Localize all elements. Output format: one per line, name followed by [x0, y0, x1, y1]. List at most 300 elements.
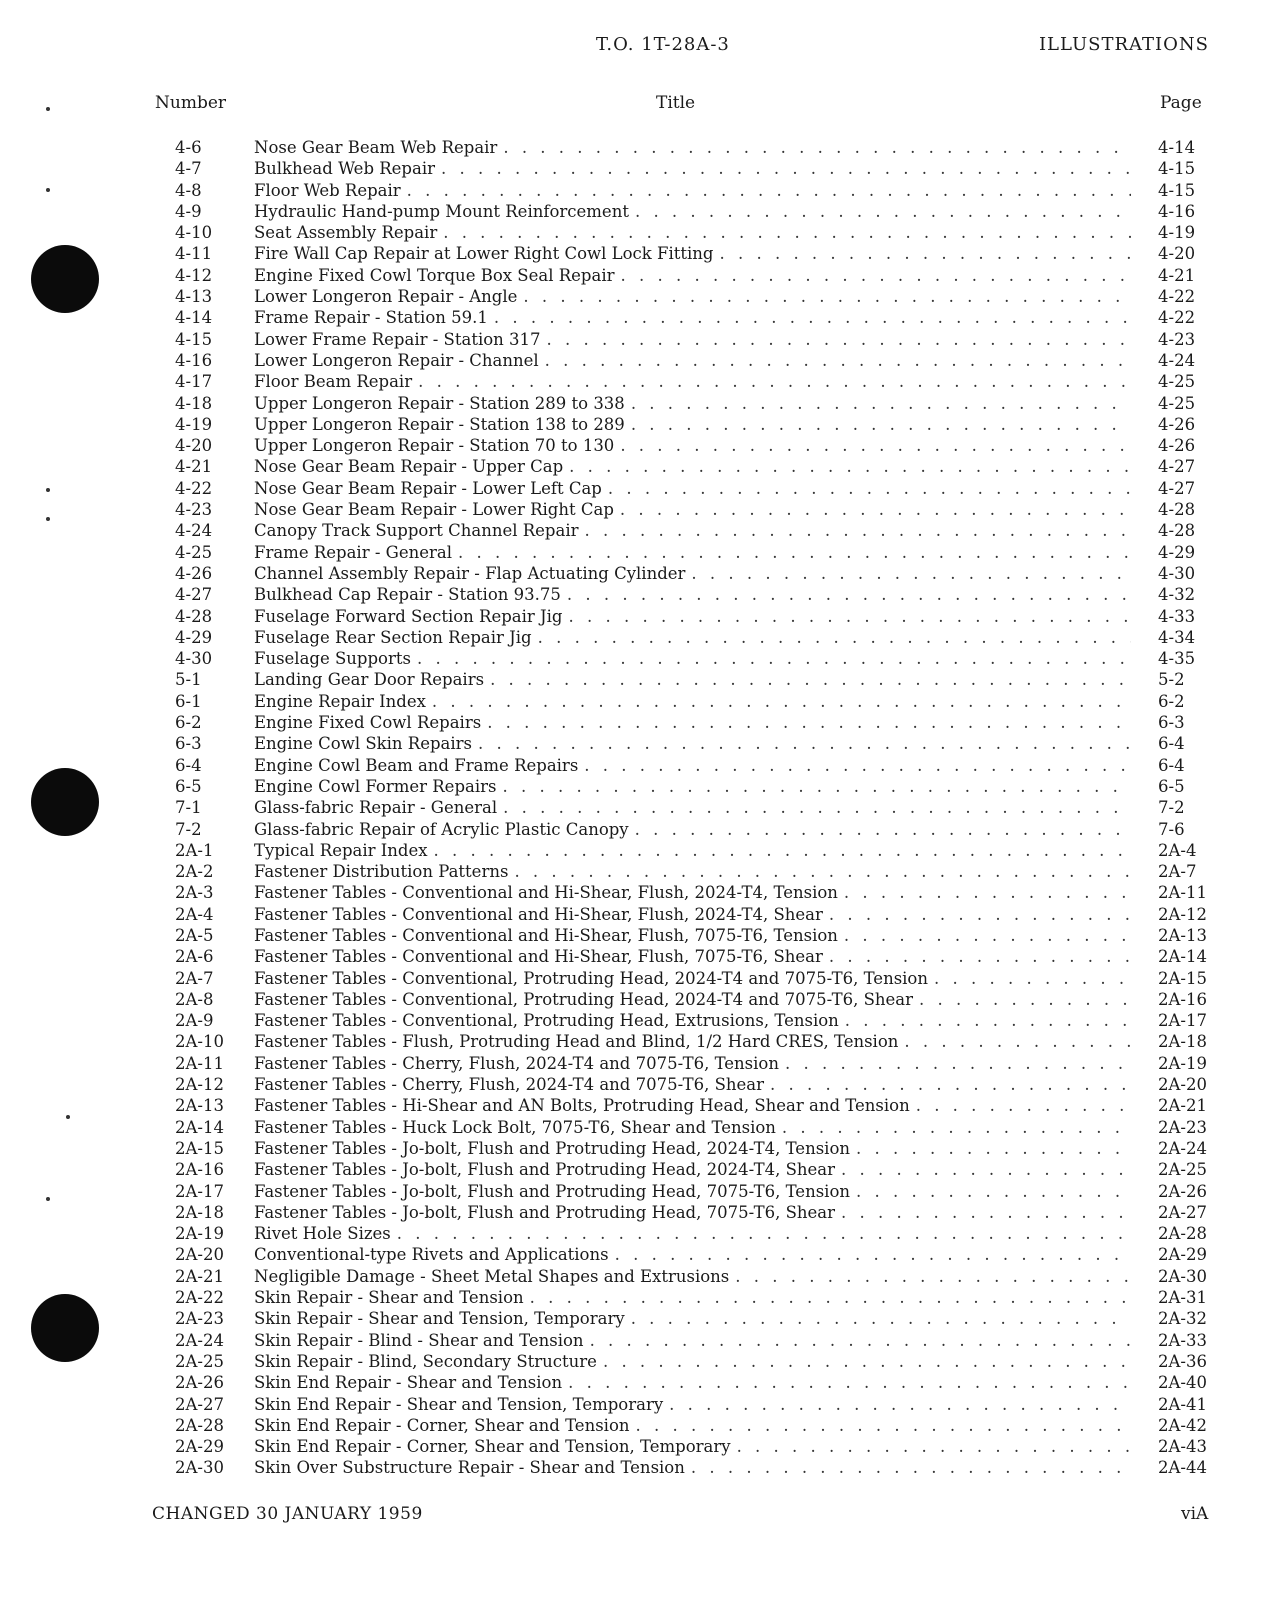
figure-number: 4-23 — [175, 500, 213, 520]
figure-number: 2A-26 — [175, 1373, 224, 1393]
figure-number: 2A-23 — [175, 1309, 224, 1329]
title-cell — [254, 819, 1131, 840]
list-item — [0, 371, 1263, 392]
figure-page: 4-23 — [1158, 329, 1196, 349]
list-item — [0, 307, 1263, 328]
dot-leader — [538, 627, 1131, 648]
figure-page: 4-32 — [1158, 585, 1196, 605]
figure-number: 7-2 — [175, 819, 202, 839]
dot-leader — [502, 776, 1131, 797]
figure-number: 2A-7 — [175, 968, 214, 988]
title-cell — [254, 1351, 1131, 1372]
title-cell — [254, 1415, 1131, 1436]
figure-number: 4-25 — [175, 542, 213, 562]
figure-page: 4-25 — [1158, 372, 1196, 392]
figure-page: 2A-24 — [1158, 1138, 1207, 1158]
title-cell — [254, 840, 1131, 861]
figure-number: 2A-18 — [175, 1202, 224, 1222]
title-cell — [254, 456, 1131, 477]
figure-page: 2A-20 — [1158, 1075, 1207, 1095]
figure-number: 2A-30 — [175, 1458, 224, 1478]
figure-page: 4-33 — [1158, 606, 1196, 626]
list-item — [0, 755, 1263, 776]
title-cell — [254, 882, 1131, 903]
title-cell — [254, 904, 1131, 925]
dot-leader — [434, 840, 1131, 861]
figure-number: 4-7 — [175, 159, 202, 179]
list-item — [0, 243, 1263, 264]
title-cell — [254, 1074, 1131, 1095]
list-item — [0, 776, 1263, 797]
figure-page: 4-22 — [1158, 308, 1196, 328]
figure-title: Skin Repair - Shear and Tension, Temporary — [254, 1309, 625, 1329]
figure-title: Rivet Hole Sizes — [254, 1224, 391, 1244]
figure-title: Fastener Tables - Cherry, Flush, 2024-T4 and 7075-T6, Tension — [254, 1053, 779, 1073]
title-cell — [254, 329, 1131, 350]
list-item — [0, 691, 1263, 712]
title-cell — [254, 201, 1131, 222]
figure-number: 2A-17 — [175, 1181, 224, 1201]
dot-leader — [490, 669, 1131, 690]
figure-page: 5-2 — [1158, 670, 1185, 690]
list-item — [0, 819, 1263, 840]
figure-title: Fuselage Forward Section Repair Jig — [254, 606, 563, 626]
figure-number: 6-5 — [175, 776, 202, 796]
dot-leader — [919, 989, 1131, 1010]
dot-leader — [631, 1308, 1131, 1329]
figure-page: 2A-41 — [1158, 1394, 1207, 1414]
figure-number: 2A-24 — [175, 1330, 224, 1350]
list-item — [0, 946, 1263, 967]
dot-leader — [691, 563, 1131, 584]
figure-number: 2A-29 — [175, 1437, 224, 1457]
figure-title: Engine Cowl Skin Repairs — [254, 734, 473, 754]
dot-leader — [523, 286, 1131, 307]
figure-title: Skin Repair - Blind - Shear and Tension — [254, 1330, 584, 1350]
figure-page: 2A-43 — [1158, 1437, 1207, 1457]
figure-number: 2A-13 — [175, 1096, 224, 1116]
title-cell — [254, 371, 1131, 392]
list-item — [0, 669, 1263, 690]
figure-number: 6-4 — [175, 755, 202, 775]
figure-title: Engine Repair Index — [254, 691, 426, 711]
dot-leader — [770, 1074, 1131, 1095]
figure-number: 2A-27 — [175, 1394, 224, 1414]
list-item — [0, 904, 1263, 925]
figure-title: Fastener Tables - Cherry, Flush, 2024-T4 and 7075-T6, Shear — [254, 1075, 764, 1095]
figure-number: 2A-6 — [175, 947, 214, 967]
figure-number: 4-30 — [175, 649, 213, 669]
figure-title: Fastener Tables - Huck Lock Bolt, 7075-T6, Shear and Tension — [254, 1117, 776, 1137]
title-cell — [254, 542, 1131, 563]
figure-title: Engine Cowl Former Repairs — [254, 776, 497, 796]
dot-leader — [631, 414, 1131, 435]
figure-title: Engine Fixed Cowl Repairs — [254, 713, 482, 733]
figure-page: 2A-40 — [1158, 1373, 1207, 1393]
figure-number: 4-13 — [175, 287, 213, 307]
dot-leader — [691, 1457, 1131, 1478]
title-cell — [254, 1244, 1131, 1265]
dot-leader — [785, 1053, 1131, 1074]
list-item — [0, 499, 1263, 520]
dot-leader — [631, 393, 1131, 414]
figure-title: Negligible Damage - Sheet Metal Shapes and Extrusions — [254, 1266, 730, 1286]
figure-page: 2A-28 — [1158, 1224, 1207, 1244]
title-cell — [254, 1031, 1131, 1052]
list-item — [0, 222, 1263, 243]
figure-page: 2A-16 — [1158, 989, 1207, 1009]
figure-page: 2A-7 — [1158, 862, 1197, 882]
list-item — [0, 840, 1263, 861]
figure-title: Fastener Tables - Conventional and Hi-Shear, Flush, 7075-T6, Tension — [254, 925, 838, 945]
figure-title: Fastener Tables - Jo-bolt, Flush and Protruding Head, 7075-T6, Shear — [254, 1202, 836, 1222]
figure-title: Fastener Tables - Conventional, Protruding Head, Extrusions, Tension — [254, 1011, 839, 1031]
figure-number: 2A-20 — [175, 1245, 224, 1265]
list-item — [0, 1436, 1263, 1457]
figure-page: 2A-36 — [1158, 1351, 1207, 1371]
dot-leader — [590, 1330, 1131, 1351]
title-cell — [254, 1095, 1131, 1116]
change-note: CHANGED 30 JANUARY 1959 — [152, 1504, 423, 1524]
figure-page: 4-35 — [1158, 649, 1196, 669]
list-item — [0, 1053, 1263, 1074]
dot-leader — [443, 222, 1131, 243]
title-cell — [254, 1394, 1131, 1415]
figure-page: 2A-27 — [1158, 1202, 1207, 1222]
column-header-page: Page — [1160, 93, 1202, 113]
title-cell — [254, 712, 1131, 733]
column-header-title: Title — [656, 93, 696, 113]
figure-page: 6-4 — [1158, 755, 1185, 775]
figure-number: 4-10 — [175, 223, 213, 243]
figure-title: Hydraulic Hand-pump Mount Reinforcement — [254, 201, 629, 221]
figure-page: 2A-17 — [1158, 1011, 1207, 1031]
dot-leader — [635, 819, 1131, 840]
list-item — [0, 1202, 1263, 1223]
figure-title: Engine Fixed Cowl Torque Box Seal Repair — [254, 265, 615, 285]
figure-number: 4-21 — [175, 457, 213, 477]
title-cell — [254, 925, 1131, 946]
figure-page: 4-19 — [1158, 223, 1196, 243]
figure-title: Channel Assembly Repair - Flap Actuating Cylinder — [254, 563, 686, 583]
figure-title: Fuselage Rear Section Repair Jig — [254, 627, 532, 647]
dot-leader — [829, 904, 1131, 925]
figure-number: 2A-5 — [175, 925, 214, 945]
list-item — [0, 1287, 1263, 1308]
figure-page: 2A-32 — [1158, 1309, 1207, 1329]
title-cell — [254, 1181, 1131, 1202]
title-cell — [254, 435, 1131, 456]
figure-title: Skin End Repair - Corner, Shear and Tension — [254, 1415, 630, 1435]
figure-number: 2A-4 — [175, 904, 214, 924]
dot-leader — [844, 925, 1131, 946]
figure-number: 2A-14 — [175, 1117, 224, 1137]
figure-title: Fuselage Supports — [254, 649, 411, 669]
figure-number: 4-8 — [175, 180, 202, 200]
figure-number: 6-3 — [175, 734, 202, 754]
figure-page: 4-25 — [1158, 393, 1196, 413]
figure-page: 4-15 — [1158, 180, 1196, 200]
figure-title: Bulkhead Cap Repair - Station 93.75 — [254, 585, 561, 605]
dot-leader — [585, 520, 1132, 541]
figure-title: Lower Frame Repair - Station 317 — [254, 329, 541, 349]
dot-leader — [418, 371, 1131, 392]
figure-page: 2A-23 — [1158, 1117, 1207, 1137]
title-cell — [254, 1436, 1131, 1457]
figure-number: 2A-11 — [175, 1053, 224, 1073]
list-item — [0, 968, 1263, 989]
list-item — [0, 520, 1263, 541]
figure-number: 4-11 — [175, 244, 213, 264]
title-cell — [254, 307, 1131, 328]
figure-number: 4-9 — [175, 201, 202, 221]
title-cell — [254, 648, 1131, 669]
list-item — [0, 329, 1263, 350]
figure-title: Fire Wall Cap Repair at Lower Right Cowl Lock Fitting — [254, 244, 714, 264]
title-cell — [254, 393, 1131, 414]
dot-leader — [432, 691, 1131, 712]
list-item — [0, 989, 1263, 1010]
list-item — [0, 712, 1263, 733]
figure-number: 4-19 — [175, 414, 213, 434]
title-cell — [254, 1159, 1131, 1180]
list-item — [0, 158, 1263, 179]
title-cell — [254, 265, 1131, 286]
list-item — [0, 137, 1263, 158]
title-cell — [254, 563, 1131, 584]
figure-page: 2A-25 — [1158, 1160, 1207, 1180]
list-item — [0, 925, 1263, 946]
figure-title: Fastener Tables - Jo-bolt, Flush and Protruding Head, 2024-T4, Shear — [254, 1160, 836, 1180]
figure-number: 2A-3 — [175, 883, 214, 903]
figure-number: 2A-10 — [175, 1032, 224, 1052]
list-item — [0, 627, 1263, 648]
title-cell — [254, 627, 1131, 648]
figure-number: 7-1 — [175, 798, 202, 818]
section-title: ILLUSTRATIONS — [1038, 34, 1209, 55]
figure-title: Fastener Tables - Conventional and Hi-Shear, Flush, 2024-T4, Shear — [254, 904, 823, 924]
figure-title: Lower Longeron Repair - Angle — [254, 287, 518, 307]
figure-number: 4-12 — [175, 265, 213, 285]
figure-number: 4-28 — [175, 606, 213, 626]
figure-page: 2A-15 — [1158, 968, 1207, 988]
title-cell — [254, 137, 1131, 158]
figure-title: Fastener Tables - Hi-Shear and AN Bolts, Protruding Head, Shear and Tension — [254, 1096, 910, 1116]
figure-page: 2A-12 — [1158, 904, 1207, 924]
list-item — [0, 478, 1263, 499]
figure-title: Skin Over Substructure Repair - Shear and Tension — [254, 1458, 685, 1478]
figure-title: Fastener Tables - Flush, Protruding Head and Blind, 1/2 Hard CRES, Tension — [254, 1032, 899, 1052]
figure-page: 2A-4 — [1158, 840, 1197, 860]
figure-number: 2A-9 — [175, 1011, 214, 1031]
title-cell — [254, 1202, 1131, 1223]
figure-title: Nose Gear Beam Repair - Upper Cap — [254, 457, 564, 477]
list-item — [0, 1181, 1263, 1202]
figure-title: Skin Repair - Blind, Secondary Structure — [254, 1351, 597, 1371]
title-cell — [254, 733, 1131, 754]
list-item — [0, 1244, 1263, 1265]
figure-page: 2A-18 — [1158, 1032, 1207, 1052]
figure-title: Fastener Distribution Patterns — [254, 862, 509, 882]
dot-leader — [904, 1031, 1131, 1052]
figure-page: 6-5 — [1158, 776, 1185, 796]
list-item — [0, 286, 1263, 307]
title-cell — [254, 478, 1131, 499]
dot-leader — [916, 1095, 1131, 1116]
title-cell — [254, 755, 1131, 776]
dot-leader — [635, 201, 1131, 222]
dot-leader — [621, 265, 1132, 286]
list-item — [0, 1159, 1263, 1180]
technical-order-number: T.O. 1T-28A-3 — [596, 34, 730, 55]
figure-page: 4-24 — [1158, 350, 1196, 370]
figure-number: 2A-12 — [175, 1075, 224, 1095]
list-item — [0, 1330, 1263, 1351]
figure-title: Glass-fabric Repair - General — [254, 798, 498, 818]
dot-leader — [569, 456, 1131, 477]
dot-leader — [719, 243, 1131, 264]
title-cell — [254, 861, 1131, 882]
dot-leader — [458, 542, 1131, 563]
list-item — [0, 733, 1263, 754]
dot-leader — [567, 584, 1131, 605]
figure-page: 2A-13 — [1158, 925, 1207, 945]
dot-leader — [636, 1415, 1131, 1436]
dot-leader — [782, 1117, 1131, 1138]
title-cell — [254, 606, 1131, 627]
dot-leader — [669, 1394, 1131, 1415]
title-cell — [254, 669, 1131, 690]
figure-title: Nose Gear Beam Repair - Lower Right Cap — [254, 500, 614, 520]
title-cell — [254, 1330, 1131, 1351]
figure-page: 4-16 — [1158, 201, 1196, 221]
figure-number: 4-29 — [175, 627, 213, 647]
dot-leader — [487, 712, 1131, 733]
dot-leader — [620, 499, 1131, 520]
title-cell — [254, 946, 1131, 967]
dot-leader — [530, 1287, 1131, 1308]
figure-title: Engine Cowl Beam and Frame Repairs — [254, 755, 579, 775]
figure-number: 2A-21 — [175, 1266, 224, 1286]
dot-leader — [478, 733, 1131, 754]
figure-page: 7-6 — [1158, 819, 1185, 839]
title-cell — [254, 1138, 1131, 1159]
column-header-number: Number — [155, 93, 227, 113]
figure-title: Fastener Tables - Conventional and Hi-Shear, Flush, 7075-T6, Shear — [254, 947, 823, 967]
dot-leader — [547, 329, 1131, 350]
figure-number: 4-27 — [175, 585, 213, 605]
title-cell — [254, 776, 1131, 797]
figure-number: 2A-25 — [175, 1351, 224, 1371]
figure-number: 4-6 — [175, 138, 202, 157]
list-item — [0, 797, 1263, 818]
figure-number: 4-14 — [175, 308, 213, 328]
figure-number: 4-15 — [175, 329, 213, 349]
title-cell — [254, 243, 1131, 264]
figure-number: 4-16 — [175, 350, 213, 370]
list-item — [0, 1372, 1263, 1393]
dot-leader — [737, 1436, 1131, 1457]
figure-page: 4-21 — [1158, 265, 1196, 285]
figure-page: 2A-29 — [1158, 1245, 1207, 1265]
dot-leader — [514, 861, 1131, 882]
figure-title: Upper Longeron Repair - Station 289 to 338 — [254, 393, 625, 413]
figure-number: 4-26 — [175, 563, 213, 583]
list-item — [0, 1351, 1263, 1372]
figure-page: 2A-11 — [1158, 883, 1207, 903]
figure-page: 2A-21 — [1158, 1096, 1207, 1116]
title-cell — [254, 414, 1131, 435]
list-item — [0, 1223, 1263, 1244]
figure-title: Typical Repair Index — [254, 840, 428, 860]
figure-page: 4-26 — [1158, 414, 1196, 434]
figure-number: 2A-2 — [175, 862, 214, 882]
figure-number: 6-1 — [175, 691, 202, 711]
title-cell — [254, 1117, 1131, 1138]
figure-title: Floor Beam Repair — [254, 372, 413, 392]
figure-number: 4-20 — [175, 436, 213, 456]
list-item — [0, 350, 1263, 371]
title-cell — [254, 1308, 1131, 1329]
figure-number: 6-2 — [175, 713, 202, 733]
illustrations-list — [0, 137, 1263, 1479]
dot-leader — [934, 968, 1131, 989]
dot-leader — [494, 307, 1131, 328]
dot-leader — [615, 1244, 1131, 1265]
list-item — [0, 1394, 1263, 1415]
figure-title: Upper Longeron Repair - Station 70 to 130 — [254, 436, 615, 456]
title-cell — [254, 989, 1131, 1010]
figure-page: 6-2 — [1158, 691, 1185, 711]
list-item — [0, 584, 1263, 605]
title-cell — [254, 1372, 1131, 1393]
title-cell — [254, 968, 1131, 989]
figure-title: Frame Repair - General — [254, 542, 452, 562]
figure-title: Conventional-type Rivets and Applications — [254, 1245, 609, 1265]
figure-title: Fastener Tables - Conventional, Protruding Head, 2024-T4 and 7075-T6, Tension — [254, 968, 928, 988]
figure-page: 4-34 — [1158, 627, 1196, 647]
title-cell — [254, 797, 1131, 818]
figure-page: 2A-44 — [1158, 1458, 1207, 1478]
dot-leader — [545, 350, 1131, 371]
list-item — [0, 1031, 1263, 1052]
figure-page: 4-14 — [1158, 138, 1196, 157]
list-item — [0, 1117, 1263, 1138]
page-number: viA — [1181, 1504, 1209, 1524]
figure-title: Upper Longeron Repair - Station 138 to 289 — [254, 414, 625, 434]
figure-title: Fastener Tables - Jo-bolt, Flush and Protruding Head, 2024-T4, Tension — [254, 1138, 851, 1158]
list-item — [0, 882, 1263, 903]
figure-number: 2A-28 — [175, 1415, 224, 1435]
figure-page: 4-22 — [1158, 287, 1196, 307]
title-cell — [254, 1266, 1131, 1287]
figure-page: 4-28 — [1158, 521, 1196, 541]
figure-title: Canopy Track Support Channel Repair — [254, 521, 579, 541]
title-cell — [254, 1223, 1131, 1244]
figure-page: 2A-42 — [1158, 1415, 1207, 1435]
dot-leader — [856, 1138, 1131, 1159]
title-cell — [254, 1287, 1131, 1308]
list-item — [0, 1415, 1263, 1436]
list-item — [0, 1010, 1263, 1031]
list-item — [0, 542, 1263, 563]
dot-leader — [584, 755, 1131, 776]
figure-title: Frame Repair - Station 59.1 — [254, 308, 488, 328]
figure-page: 4-27 — [1158, 457, 1196, 477]
list-item — [0, 201, 1263, 222]
dot-leader — [407, 180, 1131, 201]
dot-leader — [608, 478, 1131, 499]
